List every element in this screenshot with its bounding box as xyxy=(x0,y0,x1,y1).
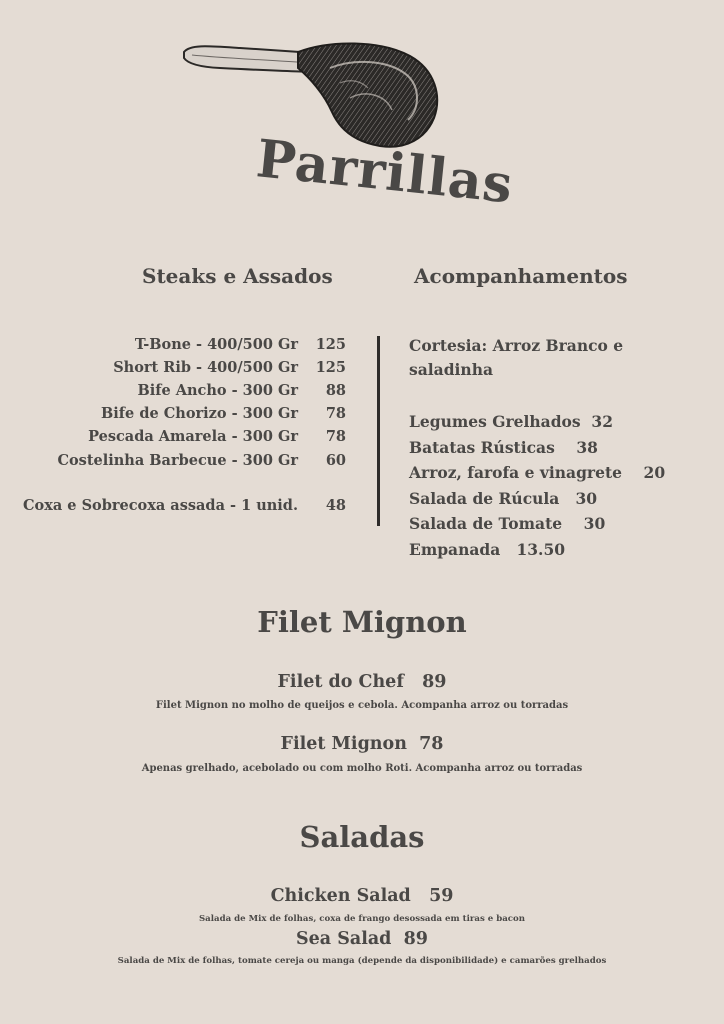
steak-item xyxy=(135,336,346,353)
steak-item-name: Coxa e Sobrecoxa assada - 1 unid. xyxy=(23,497,298,514)
side-item: Arroz, farofa e vinagrete 20 xyxy=(409,463,666,482)
svg-text:Parrillas xyxy=(254,128,516,208)
steak-item-name: T-Bone - 400/500 Gr xyxy=(134,336,298,353)
steak-item-name: Short Rib - 400/500 Gr xyxy=(113,359,298,376)
filet-heading: Filet Mignon xyxy=(257,605,467,639)
sides-heading: Acompanhamentos xyxy=(414,264,628,288)
salad-item-desc: Salada de Mix de folhas, coxa de frango desossada em tiras e bacon xyxy=(198,914,526,924)
steak-item-name: Pescada Amarela - 300 Gr xyxy=(88,428,298,445)
steak-item-price: 48 xyxy=(325,497,346,514)
courtesy-line: Cortesia: Arroz Branco e xyxy=(409,336,624,355)
steak-item-name: Costelinha Barbecue - 300 Gr xyxy=(57,452,298,469)
steaks-heading: Steaks e Assados xyxy=(142,264,333,288)
steak-item-price: 125 xyxy=(315,336,346,353)
steak-item-price: 60 xyxy=(325,452,346,469)
side-item: Legumes Grelhados 32 xyxy=(409,412,613,431)
salads-heading: Saladas xyxy=(299,820,425,854)
filet-item-desc: Apenas grelhado, acebolado ou com molho Roti. Acompanha arroz ou torradas xyxy=(141,763,583,774)
page-title xyxy=(0,128,724,208)
filet-item-title: Filet Mignon 78 xyxy=(280,734,444,754)
steak-item-name: Bife de Chorizo - 300 Gr xyxy=(101,405,298,422)
filet-item-title: Filet do Chef 89 xyxy=(277,672,447,692)
steak-item xyxy=(137,382,346,399)
steak-item xyxy=(101,405,346,422)
steak-item xyxy=(23,497,346,514)
steak-item-price: 88 xyxy=(325,382,346,399)
side-item: Salada de Rúcula 30 xyxy=(409,489,598,508)
side-item: Salada de Tomate 30 xyxy=(409,514,606,533)
filet-item-desc: Filet Mignon no molho de queijos e cebola. Acompanha arroz ou torradas xyxy=(155,700,569,711)
courtesy-line: saladinha xyxy=(409,360,494,379)
steak-item-price: 125 xyxy=(315,359,346,376)
steak-item xyxy=(113,359,346,376)
steak-item-price: 78 xyxy=(325,405,346,422)
side-item: Batatas Rústicas 38 xyxy=(409,438,598,457)
steak-item xyxy=(88,428,346,445)
salad-item-desc: Salada de Mix de folhas, tomate cereja ou manga (depende da disponibilidade) e camarões grelhados xyxy=(117,956,607,966)
side-item: Empanada 13.50 xyxy=(409,540,566,559)
steak-item-price: 78 xyxy=(325,428,346,445)
steak-item-name: Bife Ancho - 300 Gr xyxy=(137,382,298,399)
column-divider xyxy=(377,336,380,526)
steak-item xyxy=(57,452,346,469)
salad-item-title: Sea Salad 89 xyxy=(296,929,428,949)
salad-item-title: Chicken Salad 59 xyxy=(270,886,454,906)
page-title-text: Parrillas xyxy=(253,128,517,208)
